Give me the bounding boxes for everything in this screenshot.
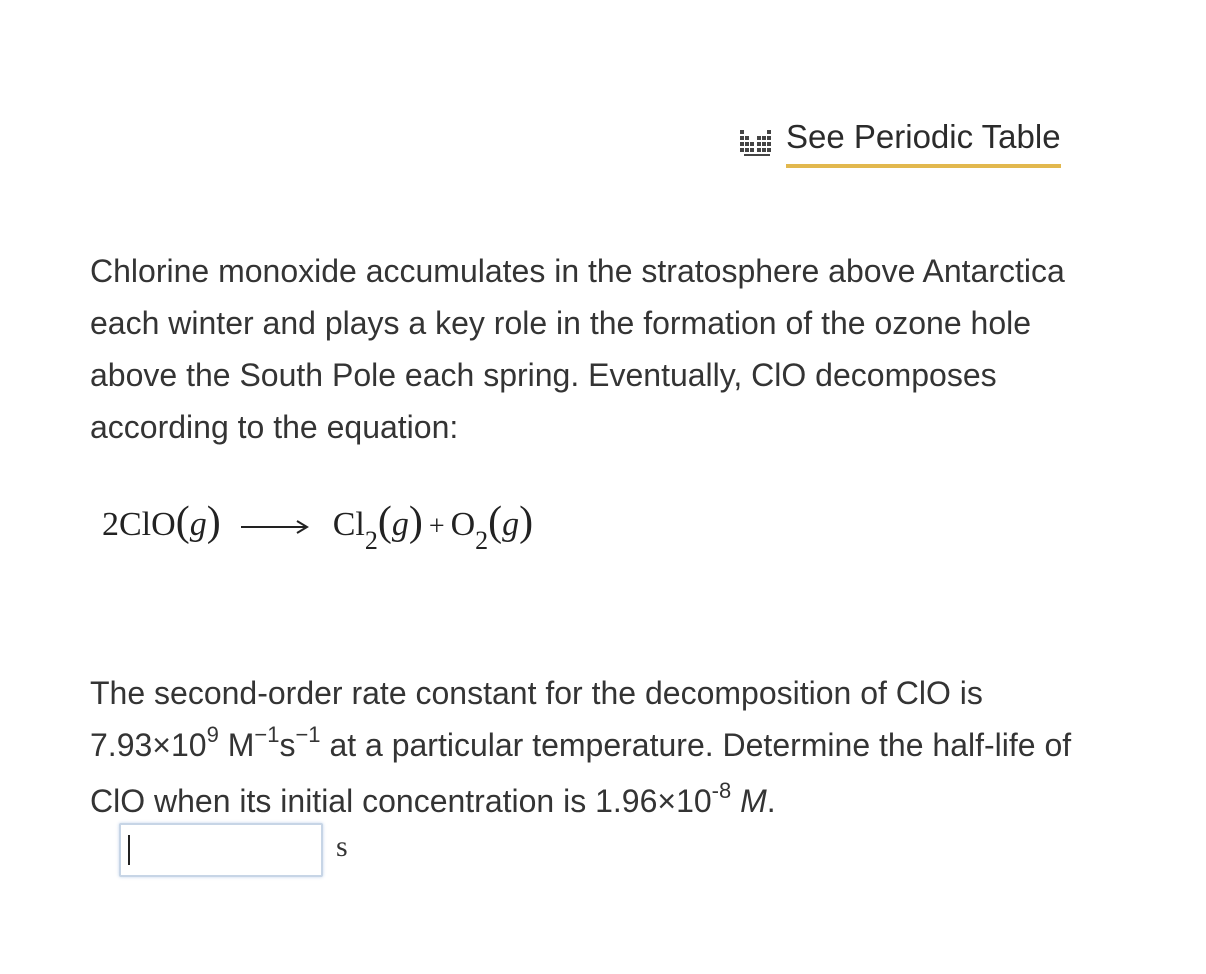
concentration-exponent: -8 [711, 778, 732, 803]
periodic-table-icon [740, 128, 776, 158]
product1-formula: Cl [332, 506, 365, 543]
paren: ( [488, 499, 503, 545]
half-life-answer-input[interactable] [119, 823, 323, 877]
rate-constant-exponent: 9 [206, 722, 219, 747]
paren: ) [206, 499, 221, 545]
seconds-exponent: −1 [295, 722, 321, 747]
reaction-arrow-icon [241, 508, 311, 528]
question-end: . [766, 783, 776, 819]
question-part1: The second-order rate constant for the decomposition of ClO is 7.93×10 [90, 675, 983, 763]
paren: ) [408, 499, 423, 545]
question-part3: s [279, 727, 296, 763]
question-part5 [731, 783, 740, 819]
question-part2: M [218, 727, 255, 763]
question-part4: at a particular temperature. Determine the half-life of ClO when its initial concentration is 1.96×10 [90, 727, 1072, 819]
see-periodic-table-label[interactable]: See Periodic Table [786, 118, 1061, 168]
paren: ) [519, 499, 534, 545]
product2-formula: O [450, 506, 476, 543]
product2-subscript: 2 [475, 526, 489, 555]
product1-state: g [391, 506, 409, 543]
plus-sign: + [428, 511, 445, 542]
concentration-unit: M [740, 783, 767, 819]
reactant-formula: ClO [119, 506, 176, 543]
molar-exponent: −1 [254, 722, 280, 747]
answer-unit-label: s [336, 830, 348, 863]
product1-subscript: 2 [364, 526, 378, 555]
question-text [90, 667, 1120, 831]
reactant-coefficient: 2 [102, 506, 119, 543]
text-caret [128, 835, 130, 865]
see-periodic-table-link[interactable] [740, 118, 1061, 168]
reactant-state: g [189, 506, 207, 543]
paren: ( [175, 499, 190, 545]
product2-state: g [502, 506, 520, 543]
problem-intro-text: Chlorine monoxide accumulates in the stratosphere above Antarctica each winter and plays a key role in the formation of the ozone hole above the South Pole each spring. Eventually, ClO decomposes according to the equation: [90, 253, 1065, 445]
chemical-equation [102, 498, 534, 555]
paren: ( [377, 499, 392, 545]
